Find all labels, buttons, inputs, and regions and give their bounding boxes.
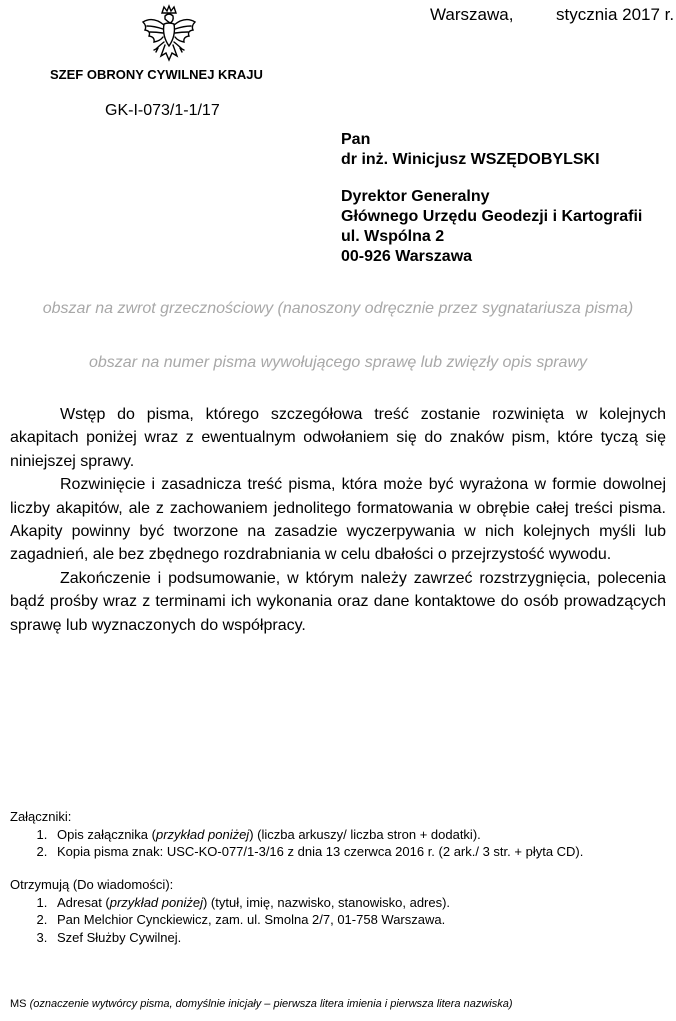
- body-paragraph-conclusion: Zakończenie i podsumowanie, w którym należy zawrzeć rozstrzygnięcia, polecenia bądź prośby wraz z terminami ich wykonania oraz dane kontaktowe do osób prowadzących sprawę lub wyznaczonych do współpracy.: [10, 569, 666, 634]
- case-reference-placeholder: obszar na numer pisma wywołującego sprawę lub zwięzły opis sprawy: [89, 354, 587, 371]
- polish-eagle-icon: [137, 4, 201, 66]
- date-city: Warszawa,: [430, 5, 514, 24]
- recipient-office: Głównego Urzędu Geodezji i Kartografii: [341, 208, 643, 225]
- recipients-heading: Otrzymują (Do wiadomości):: [10, 877, 174, 892]
- attachment-item: 1. Opis załącznika (przykład poniżej) (liczba arkuszy/ liczba stron + dodatki).: [51, 826, 583, 844]
- author-initials: MS: [10, 998, 27, 1010]
- author-note: [10, 998, 513, 1010]
- attachments-list: [10, 826, 583, 861]
- recipient-name: dr inż. Winicjusz WSZĘDOBYLSKI: [341, 151, 600, 168]
- attachment-item: 2. Kopia pisma znak: USC-KO-077/1-3/16 z dnia 13 czerwca 2016 r. (2 ark./ 3 str. + płyta CD).: [51, 843, 583, 861]
- recipient-salutation: Pan: [341, 131, 371, 148]
- greeting-placeholder: obszar na zwrot grzecznościowy (nanoszony odręcznie przez sygnatariusza pisma): [42, 300, 634, 317]
- recipient-item: 3. Szef Służby Cywilnej.: [51, 929, 450, 947]
- attachments-section: [10, 808, 583, 861]
- recipient-city: 00-926 Warszawa: [341, 248, 473, 265]
- recipient-item: 2. Pan Melchior Cynckiewicz, zam. ul. Smolna 2/7, 01-758 Warszawa.: [51, 911, 450, 929]
- attachments-heading: Załączniki:: [10, 809, 72, 824]
- recipient-street: ul. Wspólna 2: [341, 228, 445, 245]
- date-text: stycznia 2017 r.: [556, 5, 675, 24]
- letter-body: [10, 403, 666, 637]
- recipients-list: [10, 894, 450, 947]
- issuer-name: SZEF OBRONY CYWILNEJ KRAJU: [50, 67, 263, 82]
- recipient-position: Dyrektor Generalny: [341, 188, 490, 205]
- body-paragraph-intro: Wstęp do pisma, którego szczegółowa treść zostanie rozwinięta w kolejnych akapitach poniżej wraz z ewentualnym odwołaniem się do znaków pism, które tyczą się niniejszej sprawy.: [10, 406, 666, 470]
- author-note-text: (oznaczenie wytwórcy pisma, domyślnie inicjały – pierwsza litera imienia i pierwsza litera nazwiska): [29, 998, 513, 1010]
- body-paragraph-main: Rozwinięcie i zasadnicza treść pisma, która może być wyrażona w formie dowolnej liczby akapitów, ale z zachowaniem jednolitego formatowania w obrębie całej treści pisma. Akapity powinny być tworzone na zasadzie wyczerpywania w nich kolejnych myśli lub zagadnień, ale bez zbędnego rozdrabniania w celu dbałości o przejrzystość wywodu.: [10, 476, 666, 564]
- document-signature: GK-I-073/1-1/17: [105, 102, 220, 119]
- recipients-section: [10, 876, 450, 946]
- recipient-item: 1. Adresat (przykład poniżej) (tytuł, imię, nazwisko, stanowisko, adres).: [51, 894, 450, 912]
